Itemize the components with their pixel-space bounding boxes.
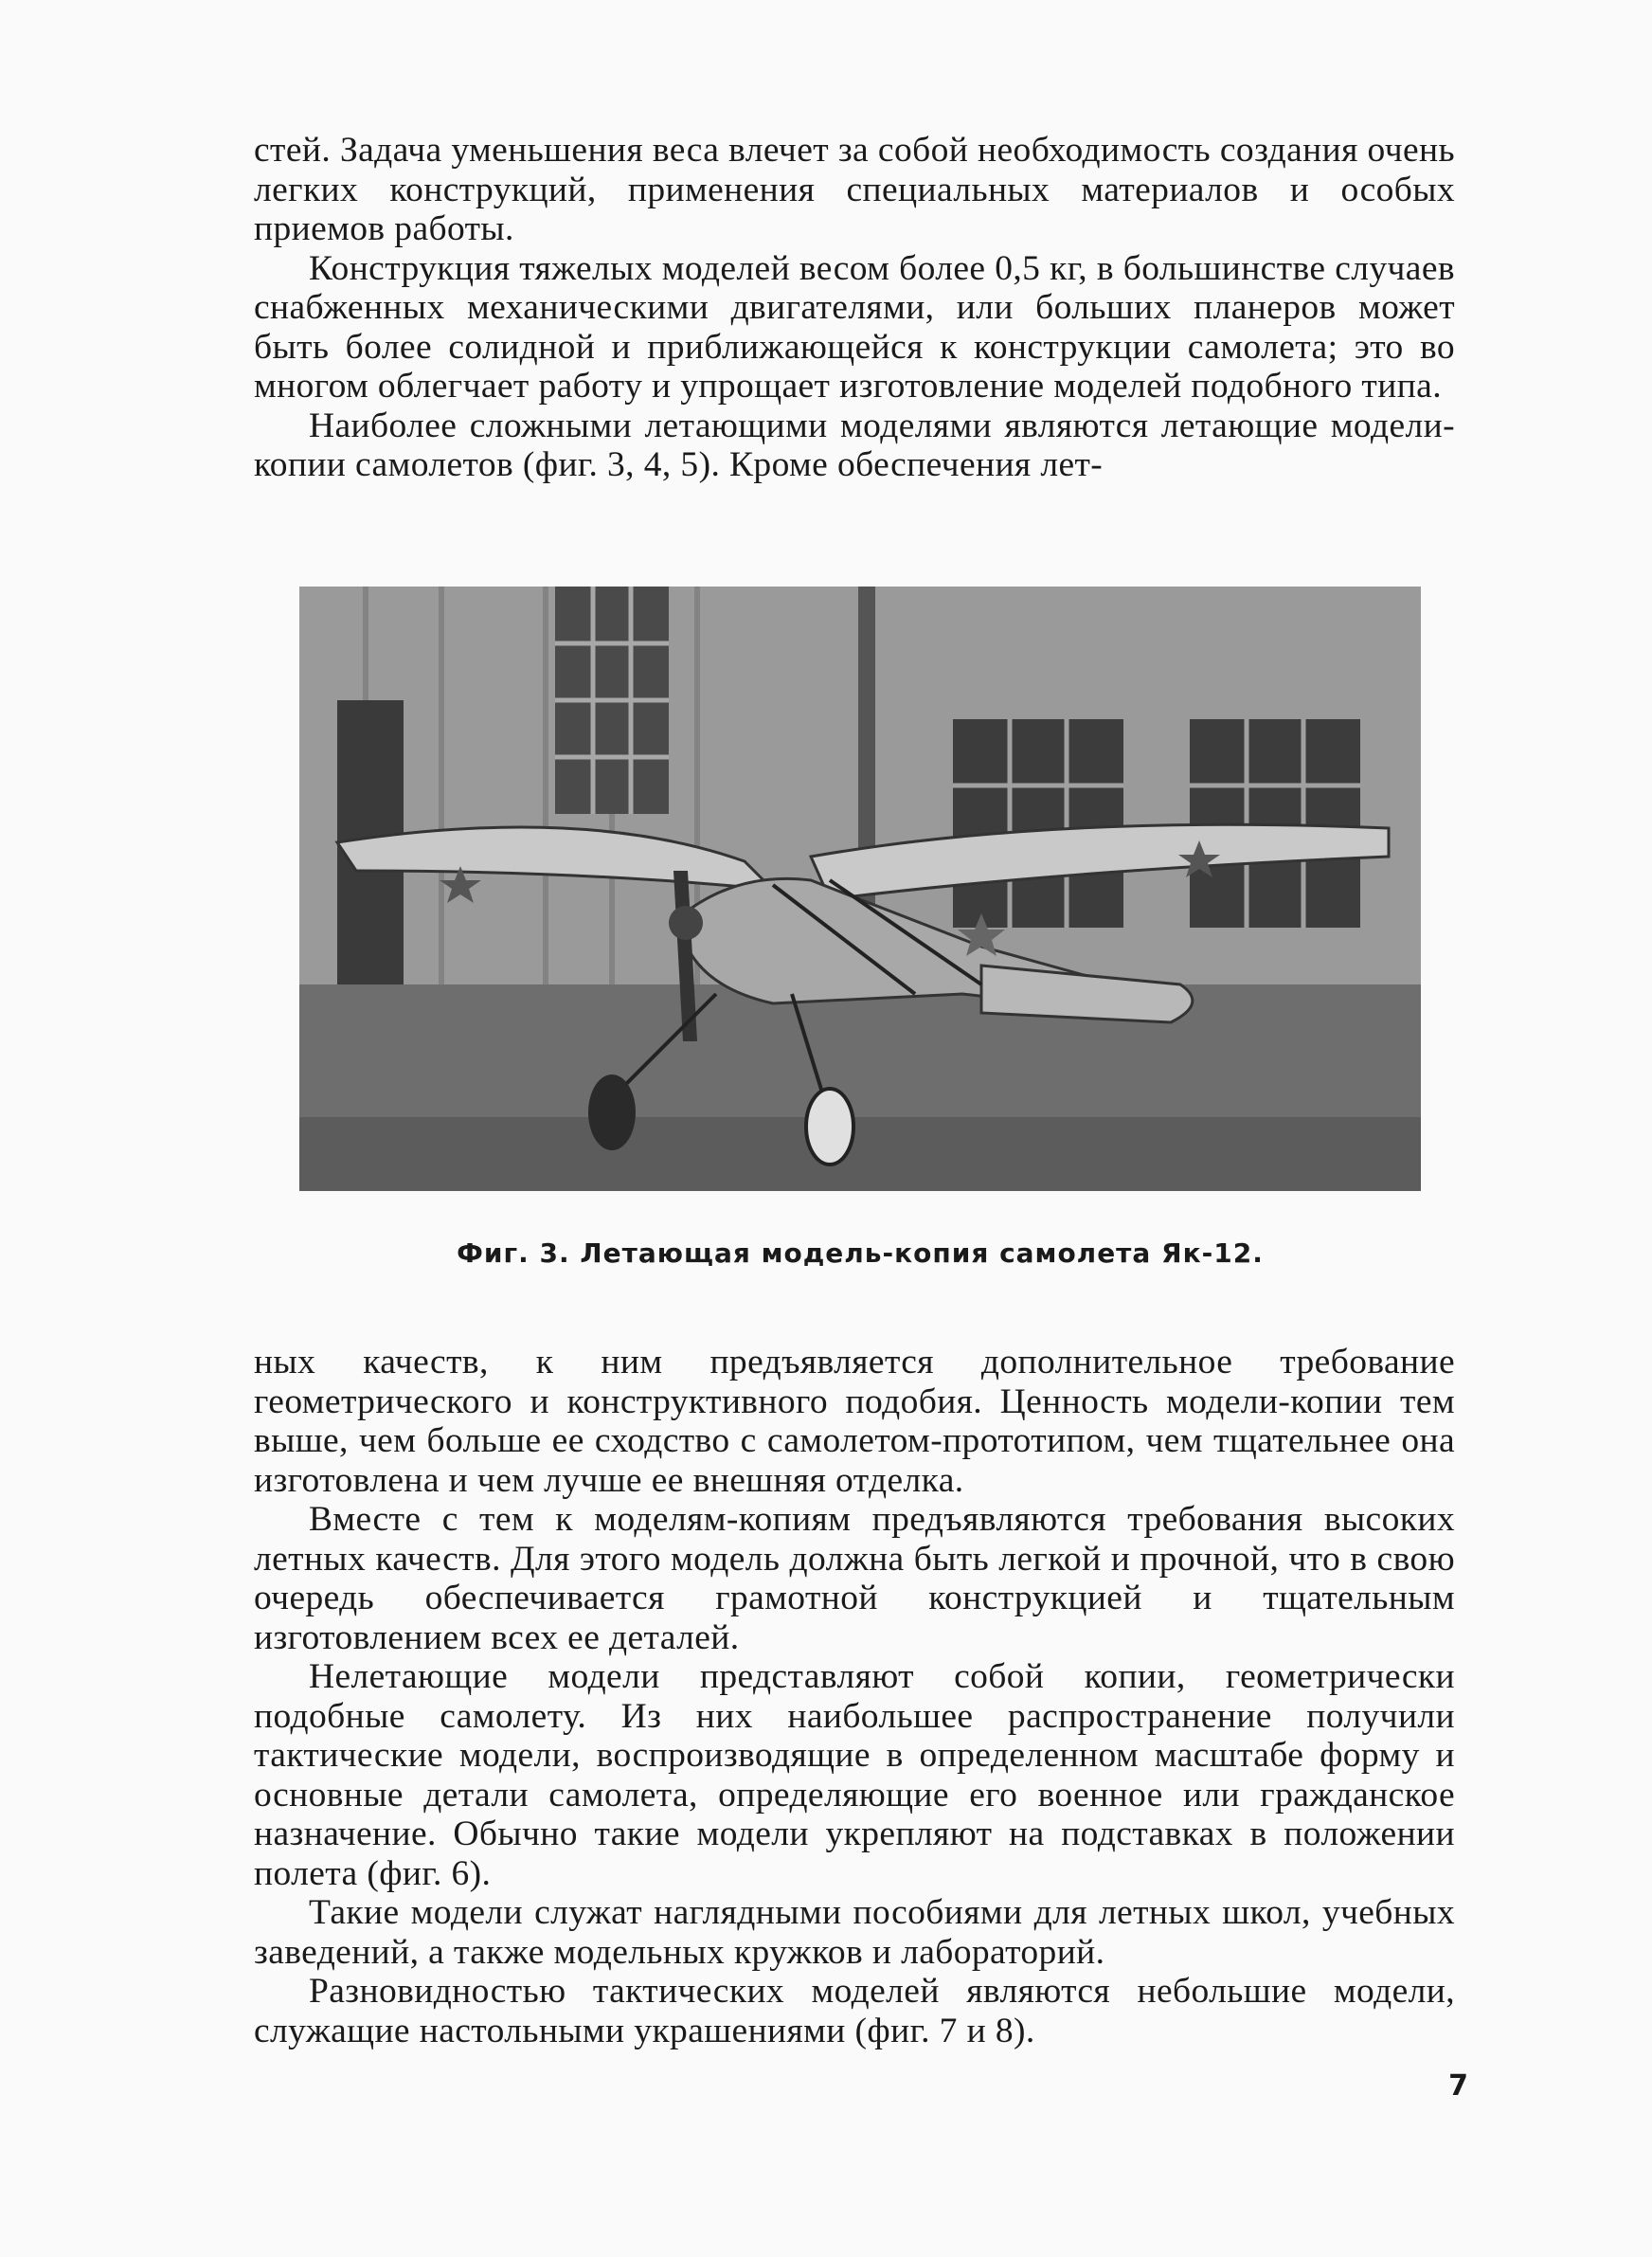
paragraph: Вместе с тем к моделям-копиям предъявляются требования высоких летных качеств. Для этого модель должна быть легкой и прочной, что в свою очередь обеспечивается грамотной конструкцией и тщательным изготовлением всех ее деталей.	[254, 1500, 1455, 1657]
paragraph: Такие модели служат наглядными пособиями для летных школ, учебных заведений, а также модельных кружков и лабораторий.	[254, 1893, 1455, 1972]
figure-photo-yak12-model	[299, 587, 1421, 1191]
page-number: 7	[1448, 2069, 1468, 2103]
text-block-bottom	[254, 1343, 1455, 2050]
paragraph: Наиболее сложными летающими моделями являются летающие модели-копии самолетов (фиг. 3, 4, 5). Кроме обеспечения лет-	[254, 406, 1455, 484]
paragraph: Разновидностью тактических моделей являются небольшие модели, служащие настольными украшениями (фиг. 7 и 8).	[254, 1972, 1455, 2050]
airplane-photo	[299, 587, 1421, 1191]
paragraph-continuation: стей. Задача уменьшения веса влечет за собой необходимость создания очень легких конструкций, применения специальных материалов и особых приемов работы.	[254, 131, 1455, 248]
paragraph: Конструкция тяжелых моделей весом более 0,5 кг, в большинстве случаев снабженных механическими двигателями, или больших планеров может быть более солидной и приближающейся к конструкции самолета; это во многом облегчает работу и упрощает изготовление моделей подобного типа.	[254, 248, 1455, 406]
figure-caption: Фиг. 3. Летающая модель-копия самолета Як-12.	[457, 1237, 1264, 1269]
text-block-top	[254, 131, 1455, 485]
paragraph: Нелетающие модели представляют собой копии, геометрически подобные самолету. Из них наибольшее распространение получили тактические модели, воспроизводящие в определенном масштабе форму и основные детали самолета, определяющие его военное или гражданское назначение. Обычно такие модели укрепляют на подставках в положении полета (фиг. 6).	[254, 1657, 1455, 1893]
paragraph-continuation: ных качеств, к ним предъявляется дополнительное требование геометрического и конструктивного подобия. Ценность модели-копии тем выше, чем больше ее сходство с самолетом-прототипом, чем тщательнее она изготовлена и чем лучше ее внешняя отделка.	[254, 1343, 1455, 1500]
